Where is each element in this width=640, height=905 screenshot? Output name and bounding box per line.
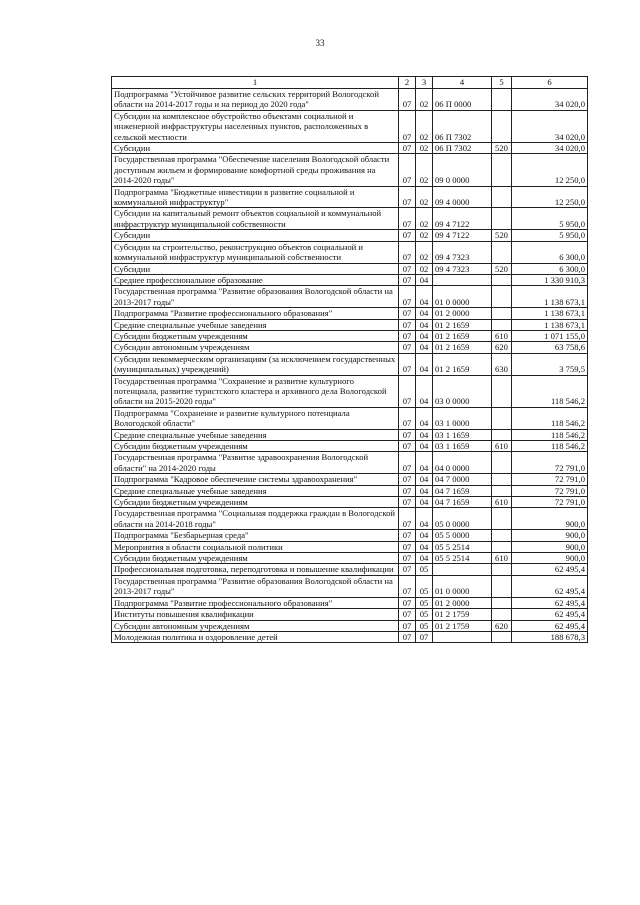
amount: 118 546,2 — [512, 407, 588, 429]
expense-type-code — [492, 186, 512, 208]
expense-type-code — [492, 407, 512, 429]
amount: 188 678,3 — [512, 631, 588, 642]
target-article-code: 01 2 1759 — [433, 609, 492, 620]
subsection-code: 04 — [416, 429, 433, 440]
item-name: Подпрограмма "Безбарьерная среда" — [112, 530, 399, 541]
table-row — [112, 564, 588, 575]
expense-type-code — [492, 429, 512, 440]
section-code: 07 — [399, 143, 416, 154]
item-name: Государственная программа "Развитие образования Вологодской области на 2013-2017 годы" — [112, 286, 399, 308]
table-row — [112, 530, 588, 541]
target-article-code: 09 4 7122 — [433, 230, 492, 241]
expense-type-code — [492, 154, 512, 186]
section-code: 07 — [399, 429, 416, 440]
amount: 5 950,0 — [512, 230, 588, 241]
expense-type-code: 630 — [492, 353, 512, 375]
subsection-code: 04 — [416, 353, 433, 375]
table-row — [112, 286, 588, 308]
item-name: Мероприятия в области социальной политики — [112, 541, 399, 552]
expense-type-code: 610 — [492, 553, 512, 564]
section-code: 07 — [399, 286, 416, 308]
section-code: 07 — [399, 631, 416, 642]
target-article-code: 03 1 0000 — [433, 407, 492, 429]
table-row — [112, 508, 588, 530]
amount: 118 546,2 — [512, 375, 588, 407]
item-name: Субсидии бюджетным учреждениям — [112, 497, 399, 508]
item-name: Субсидии на комплексное обустройство объектами социальной и инженерной инфраструктуры населенных пунктов, расположенных в сельской местности — [112, 110, 399, 142]
section-code: 07 — [399, 620, 416, 631]
table-row — [112, 319, 588, 330]
amount: 1 330 910,3 — [512, 274, 588, 285]
expense-type-code — [492, 286, 512, 308]
item-name: Государственная программа "Социальная поддержка граждан в Вологодской области на 2014-2018 годы" — [112, 508, 399, 530]
amount: 63 758,6 — [512, 342, 588, 353]
target-article-code: 03 1 1659 — [433, 429, 492, 440]
amount: 3 759,5 — [512, 353, 588, 375]
header-row — [112, 77, 588, 89]
target-article-code: 09 4 7323 — [433, 263, 492, 274]
item-name: Субсидии — [112, 263, 399, 274]
table-row — [112, 263, 588, 274]
subsection-code: 02 — [416, 110, 433, 142]
table-row — [112, 541, 588, 552]
expense-type-code — [492, 597, 512, 608]
item-name: Субсидии бюджетным учреждениям — [112, 553, 399, 564]
item-name: Среднее профессиональное образование — [112, 274, 399, 285]
amount: 1 138 673,1 — [512, 308, 588, 319]
item-name: Средние специальные учебные заведения — [112, 319, 399, 330]
subsection-code: 05 — [416, 609, 433, 620]
item-name: Подпрограмма "Сохранение и развитие культурного потенциала Вологодской области" — [112, 407, 399, 429]
section-code: 07 — [399, 241, 416, 263]
amount: 34 020,0 — [512, 110, 588, 142]
table-row — [112, 110, 588, 142]
table-row — [112, 485, 588, 496]
amount: 900,0 — [512, 541, 588, 552]
subsection-code: 02 — [416, 208, 433, 230]
expense-type-code — [492, 485, 512, 496]
section-code: 07 — [399, 330, 416, 341]
target-article-code: 09 4 7122 — [433, 208, 492, 230]
table-row — [112, 89, 588, 111]
item-name: Субсидии бюджетным учреждениям — [112, 441, 399, 452]
section-code: 07 — [399, 553, 416, 564]
item-name: Субсидии бюджетным учреждениям — [112, 330, 399, 341]
column-header-3: 3 — [416, 77, 433, 89]
item-name: Субсидии автономным учреждениям — [112, 620, 399, 631]
amount: 62 495,4 — [512, 620, 588, 631]
page-number: 33 — [315, 38, 325, 48]
target-article-code: 03 0 0000 — [433, 375, 492, 407]
amount: 900,0 — [512, 553, 588, 564]
table-row — [112, 497, 588, 508]
table-row — [112, 407, 588, 429]
subsection-code: 04 — [416, 474, 433, 485]
target-article-code: 09 4 7323 — [433, 241, 492, 263]
target-article-code: 06 П 7302 — [433, 110, 492, 142]
amount: 62 495,4 — [512, 609, 588, 620]
amount: 72 791,0 — [512, 485, 588, 496]
table-row — [112, 308, 588, 319]
expense-type-code: 520 — [492, 230, 512, 241]
table-row — [112, 375, 588, 407]
section-code: 07 — [399, 441, 416, 452]
table-row — [112, 620, 588, 631]
target-article-code: 04 7 1659 — [433, 485, 492, 496]
target-article-code: 01 2 1759 — [433, 620, 492, 631]
target-article-code: 06 П 0000 — [433, 89, 492, 111]
table-row — [112, 609, 588, 620]
column-header-4: 4 — [433, 77, 492, 89]
target-article-code: 09 0 0000 — [433, 154, 492, 186]
table-row — [112, 241, 588, 263]
target-article-code — [433, 631, 492, 642]
amount: 1 071 155,0 — [512, 330, 588, 341]
table-row — [112, 474, 588, 485]
target-article-code: 04 7 0000 — [433, 474, 492, 485]
table-row — [112, 186, 588, 208]
target-article-code: 01 2 1659 — [433, 330, 492, 341]
amount: 6 300,0 — [512, 263, 588, 274]
section-code: 07 — [399, 154, 416, 186]
target-article-code: 01 2 1659 — [433, 353, 492, 375]
subsection-code: 04 — [416, 375, 433, 407]
section-code: 07 — [399, 308, 416, 319]
table-row — [112, 342, 588, 353]
expense-type-code — [492, 564, 512, 575]
subsection-code: 05 — [416, 564, 433, 575]
table-row — [112, 429, 588, 440]
section-code: 07 — [399, 474, 416, 485]
target-article-code — [433, 564, 492, 575]
subsection-code: 04 — [416, 407, 433, 429]
budget-table — [111, 76, 588, 643]
amount: 34 020,0 — [512, 143, 588, 154]
table-body — [112, 89, 588, 643]
amount: 118 546,2 — [512, 441, 588, 452]
section-code: 07 — [399, 575, 416, 597]
table-row — [112, 597, 588, 608]
subsection-code: 04 — [416, 541, 433, 552]
section-code: 07 — [399, 609, 416, 620]
section-code: 07 — [399, 407, 416, 429]
amount: 900,0 — [512, 508, 588, 530]
subsection-code: 02 — [416, 89, 433, 111]
subsection-code: 07 — [416, 631, 433, 642]
item-name: Субсидии на строительство, реконструкцию объектов социальной и коммунальной инфраструктур муниципальной собственности — [112, 241, 399, 263]
table-row — [112, 575, 588, 597]
subsection-code: 04 — [416, 274, 433, 285]
section-code: 07 — [399, 452, 416, 474]
table-row — [112, 274, 588, 285]
expense-type-code — [492, 609, 512, 620]
item-name: Государственная программа "Обеспечение населения Вологодской области доступным жильем и формирование комфортной среды проживания на 2014-2020 годы" — [112, 154, 399, 186]
subsection-code: 04 — [416, 342, 433, 353]
item-name: Институты повышения квалификации — [112, 609, 399, 620]
target-article-code: 01 0 0000 — [433, 286, 492, 308]
item-name: Подпрограмма "Развитие профессионального образования" — [112, 308, 399, 319]
target-article-code: 04 7 1659 — [433, 497, 492, 508]
table-header — [112, 77, 588, 89]
column-header-6: 6 — [512, 77, 588, 89]
subsection-code: 05 — [416, 597, 433, 608]
expense-type-code: 620 — [492, 620, 512, 631]
expense-type-code — [492, 89, 512, 111]
table-row — [112, 353, 588, 375]
section-code: 07 — [399, 263, 416, 274]
target-article-code: 01 2 1659 — [433, 319, 492, 330]
table-row — [112, 553, 588, 564]
expense-type-code — [492, 452, 512, 474]
expense-type-code: 520 — [492, 143, 512, 154]
expense-type-code — [492, 110, 512, 142]
table-row — [112, 154, 588, 186]
amount: 34 020,0 — [512, 89, 588, 111]
subsection-code: 05 — [416, 620, 433, 631]
subsection-code: 04 — [416, 485, 433, 496]
item-name: Подпрограмма "Устойчивое развитие сельских территорий Вологодской области на 2014-2017 годы и на период до 2020 года" — [112, 89, 399, 111]
section-code: 07 — [399, 274, 416, 285]
section-code: 07 — [399, 530, 416, 541]
target-article-code: 09 4 0000 — [433, 186, 492, 208]
item-name: Субсидии — [112, 143, 399, 154]
target-article-code: 01 0 0000 — [433, 575, 492, 597]
amount: 5 950,0 — [512, 208, 588, 230]
amount: 62 495,4 — [512, 564, 588, 575]
expense-type-code — [492, 208, 512, 230]
item-name: Субсидии некоммерческим организациям (за исключением государственных (муниципальных) учреждений) — [112, 353, 399, 375]
section-code: 07 — [399, 342, 416, 353]
section-code: 07 — [399, 564, 416, 575]
table-row — [112, 330, 588, 341]
section-code: 07 — [399, 353, 416, 375]
expense-type-code — [492, 241, 512, 263]
subsection-code: 04 — [416, 497, 433, 508]
expense-type-code: 620 — [492, 342, 512, 353]
expense-type-code — [492, 308, 512, 319]
table-row — [112, 452, 588, 474]
target-article-code: 01 2 0000 — [433, 597, 492, 608]
subsection-code: 02 — [416, 263, 433, 274]
table-row — [112, 208, 588, 230]
amount: 118 546,2 — [512, 429, 588, 440]
item-name: Средние специальные учебные заведения — [112, 429, 399, 440]
amount: 900,0 — [512, 530, 588, 541]
expense-type-code — [492, 375, 512, 407]
expense-type-code — [492, 575, 512, 597]
section-code: 07 — [399, 89, 416, 111]
expense-type-code: 610 — [492, 441, 512, 452]
subsection-code: 04 — [416, 553, 433, 564]
section-code: 07 — [399, 110, 416, 142]
expense-type-code — [492, 319, 512, 330]
item-name: Молодежная политика и оздоровление детей — [112, 631, 399, 642]
target-article-code: 05 0 0000 — [433, 508, 492, 530]
section-code: 07 — [399, 375, 416, 407]
amount: 1 138 673,1 — [512, 286, 588, 308]
amount: 72 791,0 — [512, 497, 588, 508]
section-code: 07 — [399, 497, 416, 508]
target-article-code: 01 2 0000 — [433, 308, 492, 319]
subsection-code: 02 — [416, 230, 433, 241]
expense-type-code: 610 — [492, 330, 512, 341]
table-row — [112, 631, 588, 642]
expense-type-code: 610 — [492, 497, 512, 508]
target-article-code: 06 П 7302 — [433, 143, 492, 154]
target-article-code — [433, 274, 492, 285]
item-name: Государственная программа "Развитие здравоохранения Вологодской области" на 2014-2020 годы — [112, 452, 399, 474]
target-article-code: 01 2 1659 — [433, 342, 492, 353]
table-row — [112, 441, 588, 452]
section-code: 07 — [399, 541, 416, 552]
expense-type-code — [492, 274, 512, 285]
subsection-code: 02 — [416, 186, 433, 208]
column-header-2: 2 — [399, 77, 416, 89]
subsection-code: 02 — [416, 143, 433, 154]
item-name: Средние специальные учебные заведения — [112, 485, 399, 496]
item-name: Субсидии — [112, 230, 399, 241]
target-article-code: 03 1 1659 — [433, 441, 492, 452]
subsection-code: 04 — [416, 530, 433, 541]
expense-type-code — [492, 474, 512, 485]
section-code: 07 — [399, 319, 416, 330]
subsection-code: 04 — [416, 441, 433, 452]
item-name: Субсидии автономным учреждениям — [112, 342, 399, 353]
subsection-code: 02 — [416, 241, 433, 263]
table-row — [112, 143, 588, 154]
section-code: 07 — [399, 186, 416, 208]
expense-type-code — [492, 530, 512, 541]
subsection-code: 04 — [416, 319, 433, 330]
section-code: 07 — [399, 208, 416, 230]
item-name: Подпрограмма "Развитие профессионального образования" — [112, 597, 399, 608]
expense-type-code — [492, 508, 512, 530]
section-code: 07 — [399, 597, 416, 608]
item-name: Подпрограмма "Кадровое обеспечение системы здравоохранения" — [112, 474, 399, 485]
amount: 72 791,0 — [512, 474, 588, 485]
item-name: Субсидии на капитальный ремонт объектов социальной и коммунальной инфраструктур муниципальной собственности — [112, 208, 399, 230]
amount: 62 495,4 — [512, 597, 588, 608]
amount: 12 250,0 — [512, 186, 588, 208]
subsection-code: 04 — [416, 286, 433, 308]
item-name: Подпрограмма "Бюджетные инвестиции в развитие социальной и коммунальной инфраструктур" — [112, 186, 399, 208]
section-code: 07 — [399, 508, 416, 530]
section-code: 07 — [399, 485, 416, 496]
item-name: Государственная программа "Сохранение и развитие культурного потенциала, развитие туристского кластера и архивного дела Вологодской области на 2015-2020 годы" — [112, 375, 399, 407]
amount: 62 495,4 — [512, 575, 588, 597]
amount: 12 250,0 — [512, 154, 588, 186]
target-article-code: 05 5 0000 — [433, 530, 492, 541]
subsection-code: 04 — [416, 508, 433, 530]
expense-type-code: 520 — [492, 263, 512, 274]
target-article-code: 04 0 0000 — [433, 452, 492, 474]
subsection-code: 05 — [416, 575, 433, 597]
amount: 6 300,0 — [512, 241, 588, 263]
section-code: 07 — [399, 230, 416, 241]
amount: 72 791,0 — [512, 452, 588, 474]
subsection-code: 04 — [416, 330, 433, 341]
item-name: Государственная программа "Развитие образования Вологодской области на 2013-2017 годы" — [112, 575, 399, 597]
target-article-code: 05 5 2514 — [433, 541, 492, 552]
subsection-code: 04 — [416, 308, 433, 319]
expense-type-code — [492, 631, 512, 642]
amount: 1 138 673,1 — [512, 319, 588, 330]
subsection-code: 02 — [416, 154, 433, 186]
table-row — [112, 230, 588, 241]
item-name: Профессиональная подготовка, переподготовка и повышение квалификации — [112, 564, 399, 575]
expense-type-code — [492, 541, 512, 552]
subsection-code: 04 — [416, 452, 433, 474]
target-article-code: 05 5 2514 — [433, 553, 492, 564]
column-header-1: 1 — [112, 77, 399, 89]
column-header-5: 5 — [492, 77, 512, 89]
